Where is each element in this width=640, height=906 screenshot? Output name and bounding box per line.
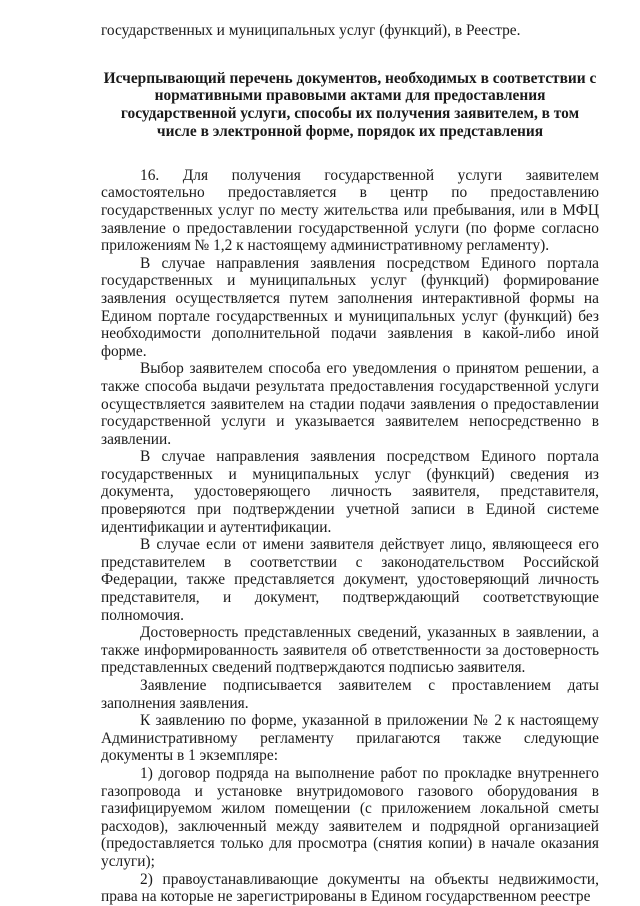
- paragraph-identity-verification: В случае направления заявления посредством Единого портала государственных и муниципальных услуг (функций) сведения из документа, удостоверяющего личность заявителя, представителя, проверяются при подтверждении учетной записи в Единой системе идентификации и аутентификации.: [101, 448, 599, 536]
- section-heading: Исчерпывающий перечень документов, необходимых в соответствии с нормативными правовыми актами для предоставления государственной услуги, способы их получения заявителем, в том числе в электронной форме, порядок их представления: [103, 69, 597, 140]
- list-item-2: 2) правоустанавливающие документы на объекты недвижимости, права на которые не зарегистрированы в Едином государственном реестре: [101, 870, 599, 906]
- paragraph-notification-choice: Выбор заявителем способа его уведомления о принятом решении, а также способа выдачи результата предоставления государственной услуги осуществляется заявителем на стадии подачи заявления о предоставлении государственной услуги и указывается заявителем непосредственно в заявлении.: [101, 360, 599, 448]
- document-content: [101, 22, 599, 906]
- paragraph-16: 16. Для получения государственной услуги заявителем самостоятельно предоставляется в центр по предоставлению государственных услуг по месту жительства или пребывания, или в МФЦ заявление о предоставлении государственной услуги (по форме согласно приложениям № 1,2 к настоящему административному регламенту).: [101, 166, 599, 255]
- document-body: [101, 167, 599, 906]
- paragraph-portal-submission: В случае направления заявления посредством Единого портала государственных и муниципальных услуг (функций) формирование заявления осуществляется путем заполнения интерактивной формы на Едином портале государственных и муниципальных услуг (функций) без необходимости дополнительной подачи заявления в какой-либо иной форме.: [101, 254, 599, 360]
- continuation-line: государственных и муниципальных услуг (функций), в Реестре.: [101, 22, 521, 39]
- paragraph-representative: В случае если от имени заявителя действует лицо, являющееся его представителем в соответствии с законодательством Российской Федерации, также представляется документ, удостоверяющий личность представителя, и документ, подтверждающий соответствующие полномочия.: [101, 536, 599, 624]
- paragraph-reliability: Достоверность представленных сведений, указанных в заявлении, а также информированность заявителя об ответственности за достоверность представленных сведений подтверждаются подписью заявителя.: [101, 624, 599, 677]
- paragraph-attachments-intro: К заявлению по форме, указанной в приложении № 2 к настоящему Административному регламенту прилагаются также следующие документы в 1 экземпляре:: [101, 712, 599, 765]
- list-item-1: 1) договор подряда на выполнение работ по прокладке внутреннего газопровода и установке внутридомового газового оборудования в газифицируемом жилом помещении (с приложением локальной сметы расходов), заключенный между заявителем и подрядной организацией (предоставляется только для просмотра (снятия копии) в начале оказания услуги);: [101, 764, 599, 870]
- paragraph-signature: Заявление подписывается заявителем с проставлением даты заполнения заявления.: [101, 677, 599, 712]
